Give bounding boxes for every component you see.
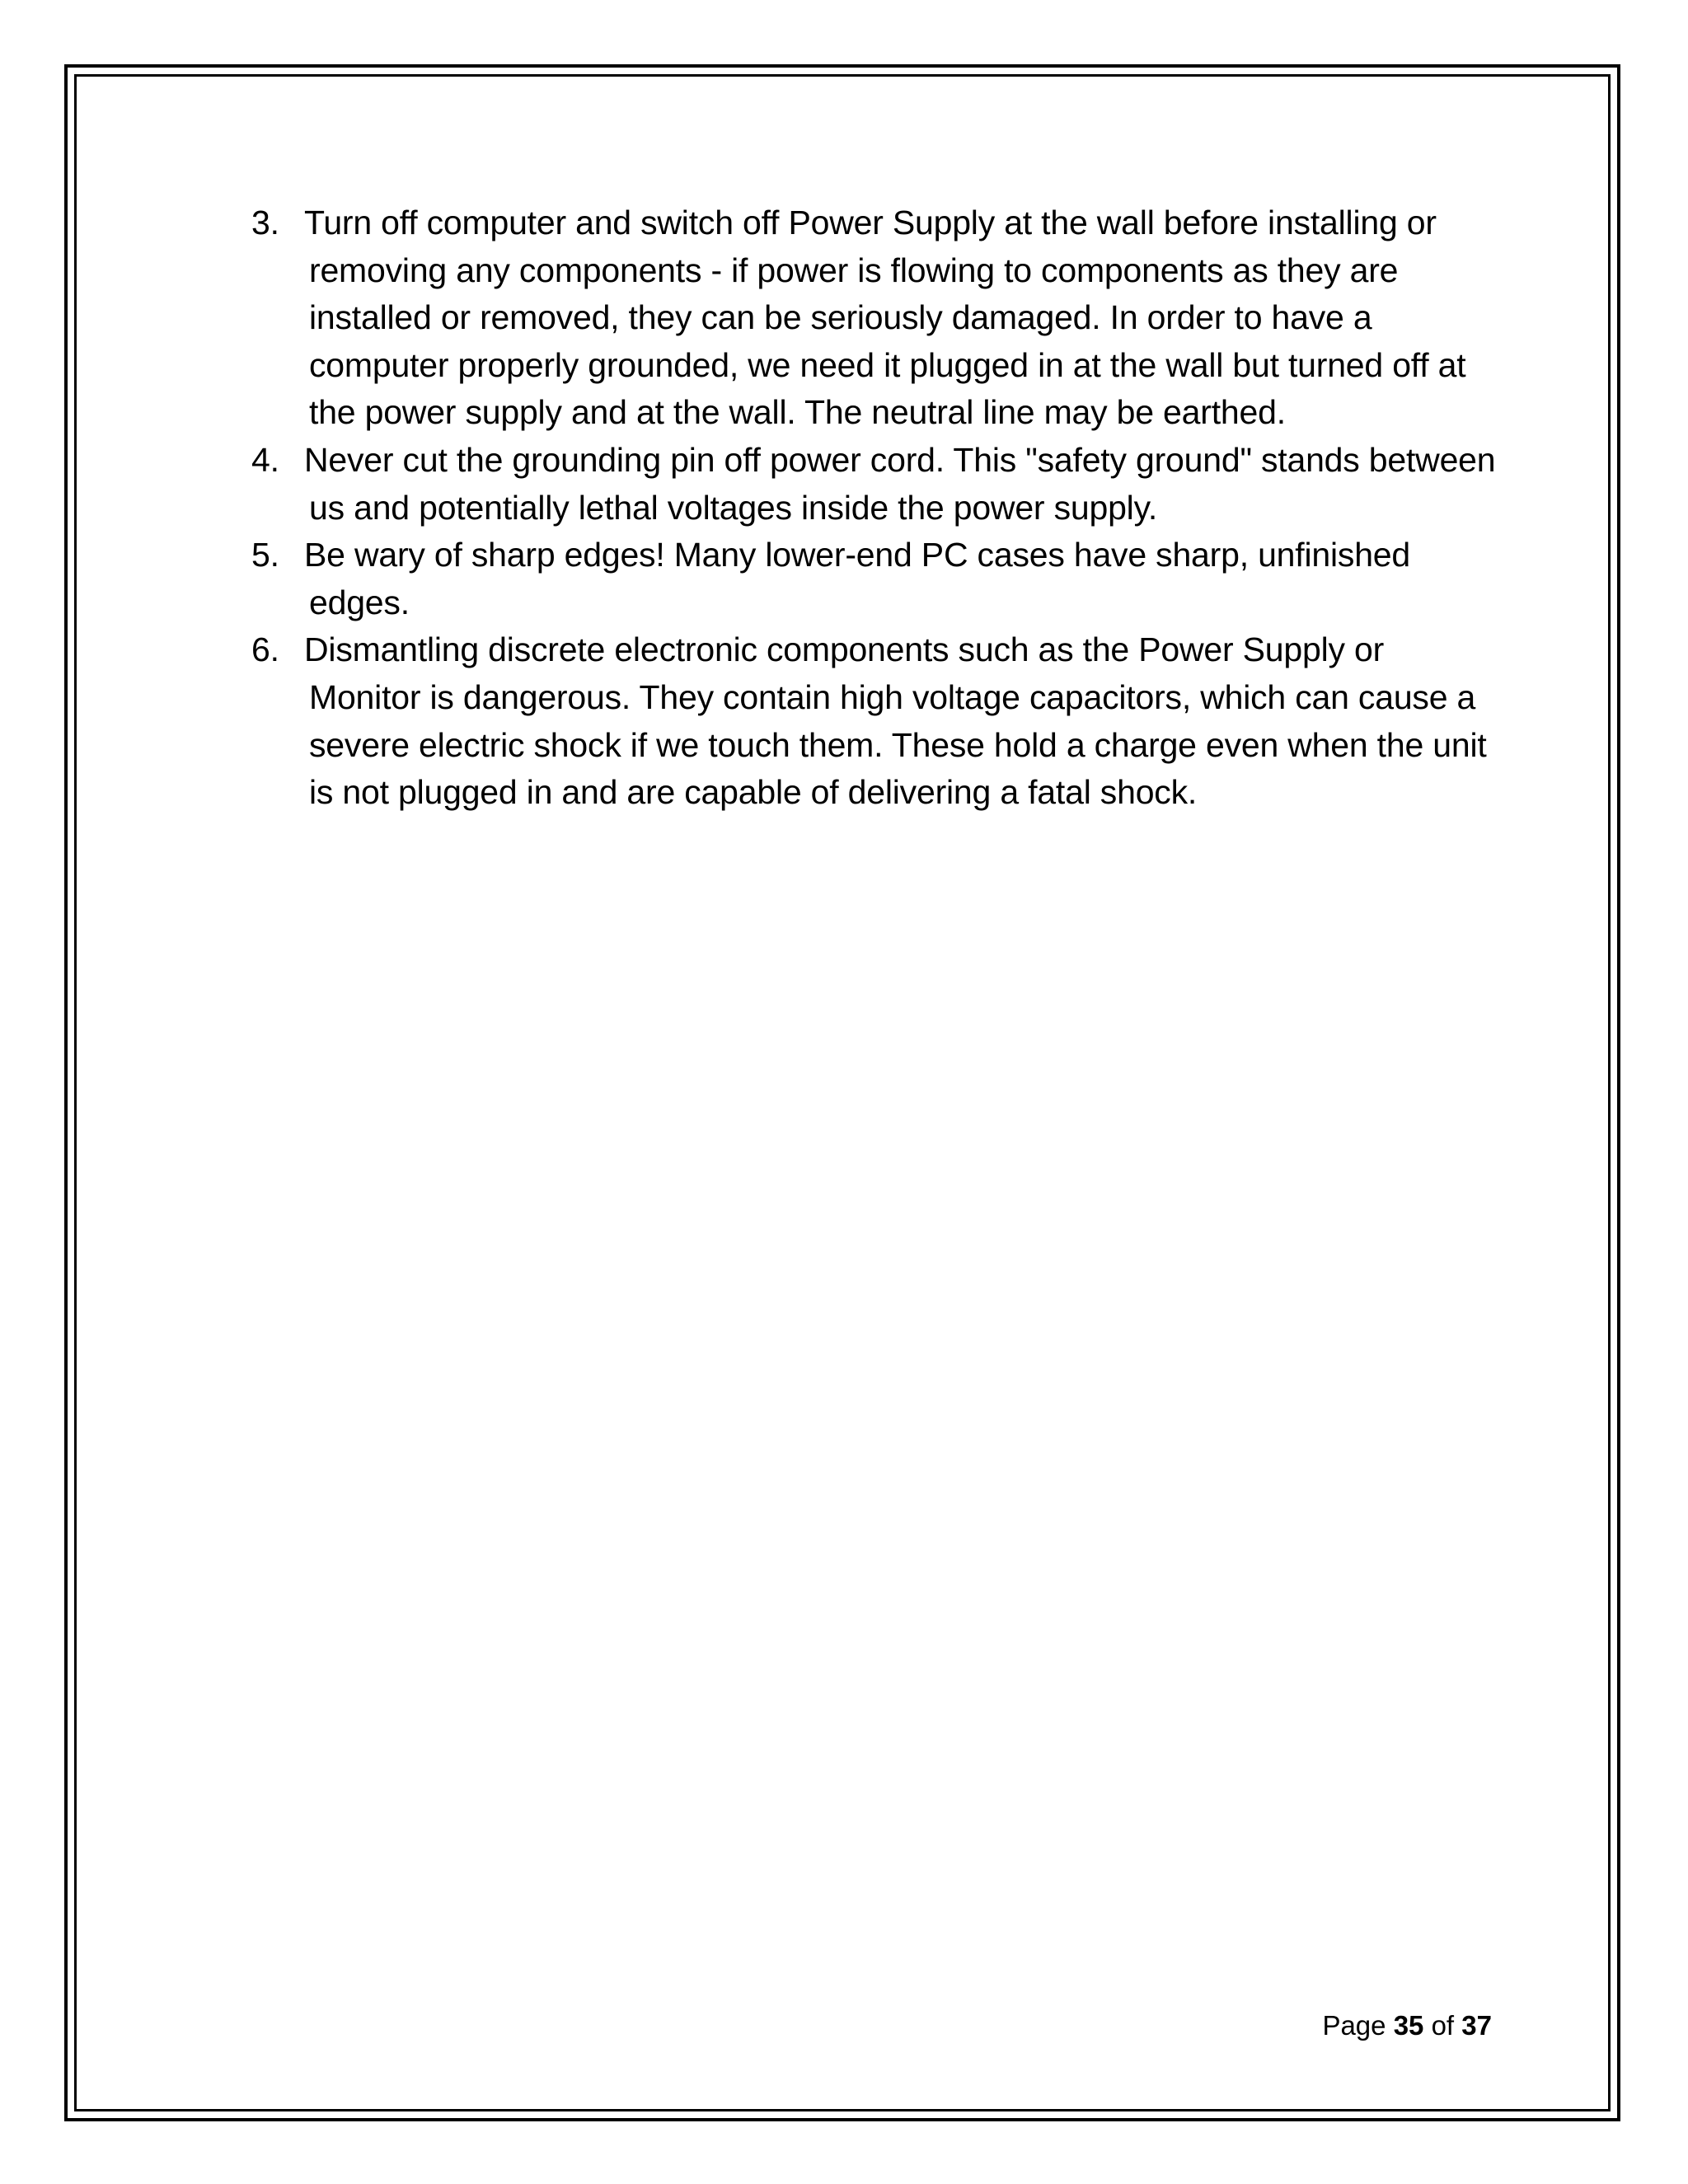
list-number: 6. (251, 630, 279, 669)
list-number: 3. (251, 204, 279, 241)
list-number: 5. (251, 536, 279, 574)
list-item (251, 199, 1504, 437)
document-body (251, 199, 1504, 817)
list-item (251, 532, 1504, 626)
page-label: Page (1322, 2010, 1386, 2041)
page-number: 35 (1393, 2010, 1424, 2041)
page-footer (1322, 2009, 1492, 2042)
list-number: 4. (251, 440, 279, 479)
total-pages: 37 (1461, 2010, 1492, 2041)
list-text: Turn off computer and switch off Power Supply at the wall before installing or removing any components - if power is flowing to components as they are installed or removed, they can be seriously damaged. In order to have a computer properly grounded, we need it plugged in at the wall but turned off at the power supply and at the wall. The neutral line may be earthed. (304, 204, 1466, 432)
list-item (251, 437, 1504, 532)
of-label: of (1431, 2010, 1455, 2041)
list-item (251, 626, 1504, 816)
list-text: Be wary of sharp edges! Many lower-end PC cases have sharp, unfinished edges. (304, 536, 1411, 621)
list-text: Dismantling discrete electronic components such as the Power Supply or Monitor is dangerous. They contain high voltage capacitors, which can cause a severe electric shock if we touch them. These hold a charge even when the unit is not plugged in and are capable of delivering a fatal shock. (304, 630, 1487, 812)
list-text: Never cut the grounding pin off power cord. This "safety ground" stands between us and potentially lethal voltages inside the power supply. (304, 440, 1496, 527)
